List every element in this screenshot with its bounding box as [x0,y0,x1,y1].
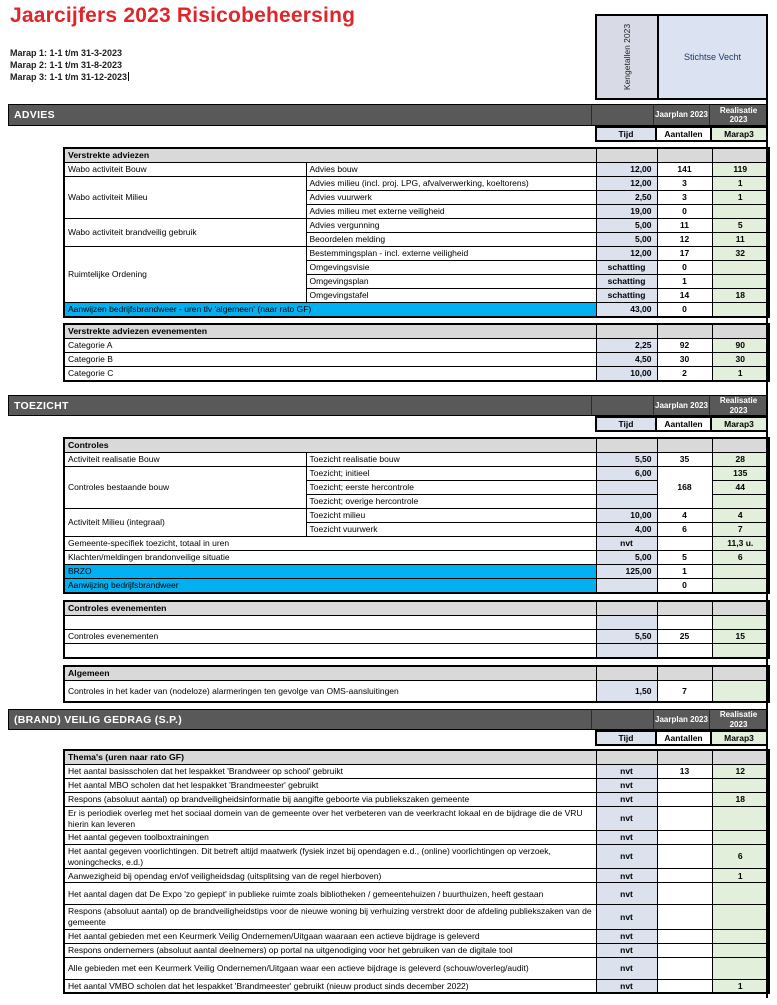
cell-marap3 [712,929,769,943]
cell-tijd: nvt [596,943,657,957]
row-label: Respons (absoluut aantal) op brandveiligheidsinformatie bij aangifte geboorte via publiekszaken gemeente [64,792,596,806]
text-cursor [128,72,129,81]
cell-marap3 [712,260,769,274]
table-section-header-row [64,438,769,452]
cell-marap3: 30 [712,352,769,366]
marap-line-1: Marap 1: 1-1 t/m 31-3-2023 [10,48,123,58]
row-group-label: Wabo activiteit Bouw [64,162,306,176]
cell-tijd [596,643,657,657]
table-row [64,680,769,702]
table-verstrekte-adviezen-evenementen [63,323,768,382]
grid-controles [63,437,770,594]
row-label: Het aantal MBO scholen dat het lespakket 'Brandmeester' gebruikt [64,778,596,792]
cell-tijd: 19,00 [596,204,657,218]
cell-tijd: 6,00 [596,466,657,480]
table-row [64,943,769,957]
row-label: Omgevingsplan [306,274,596,288]
cell-marap3: 18 [712,288,769,302]
cell-aantallen [657,883,712,905]
aantallen-column-header: Aantallen [656,730,711,746]
cell-marap3: 11,3 u. [712,536,769,550]
section-title-toezicht: TOEZICHT [14,399,69,412]
row-group-label: Wabo activiteit brandveilig gebruik [64,218,306,246]
cell-aantallen [657,615,712,629]
tijd-column-header: Tijd [595,730,656,746]
cell-tijd: nvt [596,845,657,869]
cell-tijd: nvt [596,905,657,929]
cell-aantallen: 5 [657,550,712,564]
marap3-column-header: Marap3 [711,416,768,432]
cell-marap3: 7 [712,522,769,536]
cell-aantallen-header [657,324,712,338]
cell-aantallen [657,831,712,845]
cell-marap3 [712,274,769,288]
row-label: Toezicht; initieel [306,466,596,480]
row-label: Advies vuurwerk [306,190,596,204]
cell-marap3-header [712,750,769,764]
cell-marap3-header [712,666,769,680]
row-label: Het aantal gegeven voorlichtingen. Dit betreft altijd maatwerk (fysiek inzet bij opendagen e.d., (online) voorlichtingen op verzoek, woningchecks, e.d.) [64,845,596,869]
table-row [64,778,769,792]
section-band-brandveilig-gedrag [8,709,768,730]
cell-tijd: schatting [596,274,657,288]
cell-aantallen: 3 [657,190,712,204]
cell-aantallen: 1 [657,274,712,288]
cell-tijd-header [596,601,657,615]
table-row [64,979,769,993]
row-label: Advies vergunning [306,218,596,232]
row-label: BRZO [64,564,596,578]
row-label: Toezicht milieu [306,508,596,522]
row-label: Beoordelen melding [306,232,596,246]
cell-tijd: 12,00 [596,162,657,176]
jaarplan-header: Jaarplan 2023 [653,396,709,415]
cell-marap3 [712,905,769,929]
kengetallen-vertical-label: Kengetallen 2023 [622,23,633,91]
cell-marap3: 18 [712,792,769,806]
row-label: Aanwijzing bedrijfsbrandweer [64,578,596,592]
cell-marap3 [712,957,769,979]
tijd-column-header: Tijd [595,126,656,142]
table-section-header-row [64,324,769,338]
row-label: Respons (absoluut aantal) op de brandveiligheidstips voor de nieuwe woning bij verhuizing verstrekt door de afdeling publiekszaken van de gemeente [64,905,596,929]
cell-marap3 [712,578,769,592]
table-row [64,929,769,943]
cell-tijd: 2,25 [596,338,657,352]
marap-line-3: Marap 3: 1-1 t/m 31-12-2023 [10,72,128,82]
cell-tijd: nvt [596,979,657,993]
cell-aantallen-header [657,438,712,452]
table-row [64,452,769,466]
cell-aantallen-header [657,601,712,615]
row-label: Advies milieu met externe veiligheid [306,204,596,218]
row-label: Controles in het kader van (nodeloze) alarmeringen ten gevolge van OMS-aansluitingen [64,680,596,702]
cell-aantallen [657,905,712,929]
cell-aantallen: 12 [657,232,712,246]
cell-aantallen: 3 [657,176,712,190]
subheader-brandveilig-gedrag [595,730,768,746]
row-label: Controles evenementen [64,629,596,643]
cell-aantallen [657,943,712,957]
row-label: Toezicht; overige hercontrole [306,494,596,508]
cell-aantallen: 6 [657,522,712,536]
page-border-right [766,14,768,998]
cell-marap3 [712,494,769,508]
cell-tijd: nvt [596,778,657,792]
cell-marap3-header [712,601,769,615]
cell-aantallen: 30 [657,352,712,366]
cell-aantallen-header [657,750,712,764]
cell-marap3: 4 [712,508,769,522]
cell-marap3: 135 [712,466,769,480]
row-label: Toezicht vuurwerk [306,522,596,536]
table-row [64,302,769,316]
cell-tijd: 1,50 [596,680,657,702]
cell-tijd [596,494,657,508]
cell-tijd: nvt [596,792,657,806]
cell-tijd-header [596,666,657,680]
jaarplan-header: Jaarplan 2023 [653,105,709,125]
subheader-advies [595,126,768,142]
cell-marap3: 5 [712,218,769,232]
cell-tijd [596,615,657,629]
row-label: Toezicht; eerste hercontrole [306,480,596,494]
table-section-header: Controles evenementen [64,601,596,615]
table-algemeen [63,665,768,703]
cell-aantallen: 1 [657,564,712,578]
row-label: Advies bouw [306,162,596,176]
table-section-header-row [64,666,769,680]
cell-tijd: 125,00 [596,564,657,578]
row-label: Categorie C [64,366,596,380]
row-label: Het aantal VMBO scholen dat het lespakket 'Brandmeester' gebruikt (nieuw product sinds december 2022) [64,979,596,993]
cell-marap3: 1 [712,366,769,380]
row-label: Het aantal dagen dat De Expo 'zo gepiept' in publieke ruimte zoals bibliotheken / gemeentehuizen / buurthuizen, heeft gestaan [64,883,596,905]
cell-aantallen: 2 [657,366,712,380]
cell-aantallen: 0 [657,260,712,274]
table-row [64,176,769,190]
table-row [64,564,769,578]
row-group-label: Ruimtelijke Ordening [64,246,306,302]
table-controles [63,437,768,594]
table-themas [63,749,768,994]
grid-controles-evenementen [63,600,770,659]
cell-marap3: 12 [712,764,769,778]
row-group-label: Activiteit Milieu (integraal) [64,508,306,536]
cell-marap3 [712,883,769,905]
row-label: Categorie A [64,338,596,352]
table-row [64,218,769,232]
table-row [64,578,769,592]
cell-aantallen: 0 [657,302,712,316]
tijd-column-header: Tijd [595,416,656,432]
marap-period-block [10,47,129,83]
table-row [64,162,769,176]
cell-marap3 [712,302,769,316]
cell-tijd [596,578,657,592]
cell-aantallen: 35 [657,452,712,466]
cell-marap3-header [712,438,769,452]
realisatie-header: Realisatie 2023 [709,105,767,125]
cell-tijd: 10,00 [596,366,657,380]
cell-tijd-header [596,438,657,452]
column-header-box [595,14,768,100]
cell-tijd: 5,50 [596,629,657,643]
cell-tijd: 4,50 [596,352,657,366]
cell-aantallen-header [657,666,712,680]
grid-themas [63,749,770,994]
kengetallen-cell [597,16,659,98]
cell-tijd: 10,00 [596,508,657,522]
cell-tijd: 12,00 [596,176,657,190]
table-row [64,508,769,522]
cell-marap3: 90 [712,338,769,352]
cell-tijd-header [596,148,657,162]
cell-aantallen: 14 [657,288,712,302]
cell-tijd: 2,50 [596,190,657,204]
cell-marap3 [712,831,769,845]
cell-aantallen [657,845,712,869]
row-label [64,615,596,629]
row-label: Advies milieu (incl. proj. LPG, afvalverwerking, koeltorens) [306,176,596,190]
cell-aantallen [657,792,712,806]
cell-marap3 [712,806,769,830]
row-label: Gemeente-specifiek toezicht, totaal in uren [64,536,596,550]
table-section-header: Verstrekte adviezen evenementen [64,324,596,338]
cell-tijd: 5,00 [596,232,657,246]
marap3-column-header: Marap3 [711,730,768,746]
cell-aantallen [657,979,712,993]
cell-marap3: 15 [712,629,769,643]
cell-marap3: 44 [712,480,769,494]
cell-aantallen [657,778,712,792]
realisatie-header: Realisatie 2023 [709,396,767,415]
table-section-header-row [64,750,769,764]
cell-aantallen: 13 [657,764,712,778]
cell-aantallen: 7 [657,680,712,702]
row-label: Aanwezigheid bij opendag en/of veiligheidsdag (uitsplitsing van de regel hierboven) [64,869,596,883]
cell-tijd-header [596,750,657,764]
table-section-header-row [64,601,769,615]
cell-aantallen [657,643,712,657]
table-controles-evenementen [63,600,768,659]
cell-aantallen: 17 [657,246,712,260]
cell-marap3: 6 [712,845,769,869]
cell-marap3: 11 [712,232,769,246]
row-label: Omgevingstafel [306,288,596,302]
cell-tijd: schatting [596,260,657,274]
band-spacer [591,396,653,415]
cell-tijd: nvt [596,883,657,905]
cell-marap3 [712,204,769,218]
cell-aantallen [657,536,712,550]
table-row [64,352,769,366]
table-row [64,643,769,657]
table-row [64,629,769,643]
row-label: Klachten/meldingen brandonveilige situatie [64,550,596,564]
section-title-brandveilig-gedrag: (BRAND) VEILIG GEDRAG (S.P.) [14,713,183,726]
cell-tijd: 5,50 [596,452,657,466]
cell-marap3 [712,643,769,657]
cell-tijd-header [596,324,657,338]
grid-verstrekte-adviezen-evenementen [63,323,770,382]
cell-aantallen [657,806,712,830]
cell-aantallen [657,957,712,979]
cell-marap3: 1 [712,176,769,190]
cell-marap3: 32 [712,246,769,260]
cell-tijd: 12,00 [596,246,657,260]
cell-marap3 [712,615,769,629]
table-section-header: Thema's (uren naar rato GF) [64,750,596,764]
cell-aantallen [657,869,712,883]
table-row [64,366,769,380]
subheader-toezicht [595,416,768,432]
cell-tijd: nvt [596,806,657,830]
row-label: Het aantal basisscholen dat het lespakket 'Brandweer op school' gebruikt [64,764,596,778]
table-row [64,550,769,564]
row-group-label: Activiteit realisatie Bouw [64,452,306,466]
row-label: Er is periodiek overleg met het sociaal domein van de gemeente over het verbeteren van de veerkracht lokaal en de bijdrage die de VRU hierin kan leveren [64,806,596,830]
cell-aantallen: 92 [657,338,712,352]
cell-tijd: schatting [596,288,657,302]
cell-tijd [596,480,657,494]
grid-algemeen [63,665,770,703]
row-label: Omgevingsvisie [306,260,596,274]
cell-aantallen-header [657,148,712,162]
cell-tijd: nvt [596,957,657,979]
cell-aantallen: 4 [657,508,712,522]
cell-aantallen: 25 [657,629,712,643]
row-label: Alle gebieden met een Keurmerk Veilig Ondernemen/Uitgaan waar een actieve bijdrage is geleverd (schouw/overleg/audit) [64,957,596,979]
table-row [64,615,769,629]
section-band-toezicht [8,395,768,416]
cell-aantallen: 0 [657,204,712,218]
jaarplan-header: Jaarplan 2023 [653,710,709,729]
row-label: Toezicht realisatie bouw [306,452,596,466]
table-row [64,831,769,845]
row-label: Aanwijzen bedrijfsbrandweer - uren tlv 'algemeen' (naar rato GF) [64,302,596,316]
table-row [64,905,769,929]
band-spacer [591,105,653,125]
table-row [64,806,769,830]
aantallen-column-header: Aantallen [656,126,711,142]
row-group-label: Controles bestaande bouw [64,466,306,508]
table-row [64,869,769,883]
cell-aantallen [657,929,712,943]
cell-aantallen: 0 [657,578,712,592]
municipality-cell: Stichtse Vecht [659,16,766,98]
table-section-header: Verstrekte adviezen [64,148,596,162]
cell-marap3 [712,680,769,702]
cell-tijd: nvt [596,764,657,778]
cell-tijd: 5,00 [596,550,657,564]
cell-tijd: nvt [596,929,657,943]
cell-marap3: 1 [712,869,769,883]
table-row [64,338,769,352]
cell-tijd: 5,00 [596,218,657,232]
cell-marap3 [712,778,769,792]
grid-verstrekte-adviezen [63,147,770,318]
row-group-label: Wabo activiteit Milieu [64,176,306,218]
table-row [64,957,769,979]
table-section-header: Controles [64,438,596,452]
cell-marap3-header [712,148,769,162]
realisatie-header: Realisatie 2023 [709,710,767,729]
section-title-advies: ADVIES [14,109,55,121]
cell-tijd: nvt [596,536,657,550]
row-label: Bestemmingsplan - incl. externe veiligheid [306,246,596,260]
cell-aantallen: 168 [657,466,712,508]
table-section-header: Algemeen [64,666,596,680]
cell-tijd: nvt [596,831,657,845]
table-row [64,466,769,480]
cell-tijd: 43,00 [596,302,657,316]
aantallen-column-header: Aantallen [656,416,711,432]
table-row [64,792,769,806]
marap-line-2: Marap 2: 1-1 t/m 31-8-2023 [10,60,123,70]
cell-aantallen: 141 [657,162,712,176]
table-row [64,883,769,905]
table-section-header-row [64,148,769,162]
cell-marap3 [712,564,769,578]
row-label: Respons ondernemers (absoluut aantal deelnemers) op portal na uitgenodiging voor het gebruiken van de digitale tool [64,943,596,957]
table-row [64,246,769,260]
table-row [64,764,769,778]
table-row [64,536,769,550]
cell-marap3: 1 [712,979,769,993]
band-spacer [591,710,653,729]
row-label: Het aantal gebieden met een Keurmerk Veilig Ondernemen/Uitgaan waaraan een actieve bijdrage is geleverd [64,929,596,943]
row-label [64,643,596,657]
row-label: Categorie B [64,352,596,366]
section-band-advies [8,104,768,126]
marap3-column-header: Marap3 [711,126,768,142]
cell-marap3: 28 [712,452,769,466]
cell-aantallen: 11 [657,218,712,232]
cell-marap3: 119 [712,162,769,176]
cell-marap3-header [712,324,769,338]
cell-tijd: 4,00 [596,522,657,536]
cell-marap3: 1 [712,190,769,204]
row-label: Het aantal gegeven toolboxtrainingen [64,831,596,845]
cell-marap3: 6 [712,550,769,564]
cell-tijd: nvt [596,869,657,883]
page-title: Jaarcijfers 2023 Risicobeheersing [10,4,356,27]
cell-marap3 [712,943,769,957]
table-row [64,845,769,869]
table-verstrekte-adviezen [63,147,768,318]
